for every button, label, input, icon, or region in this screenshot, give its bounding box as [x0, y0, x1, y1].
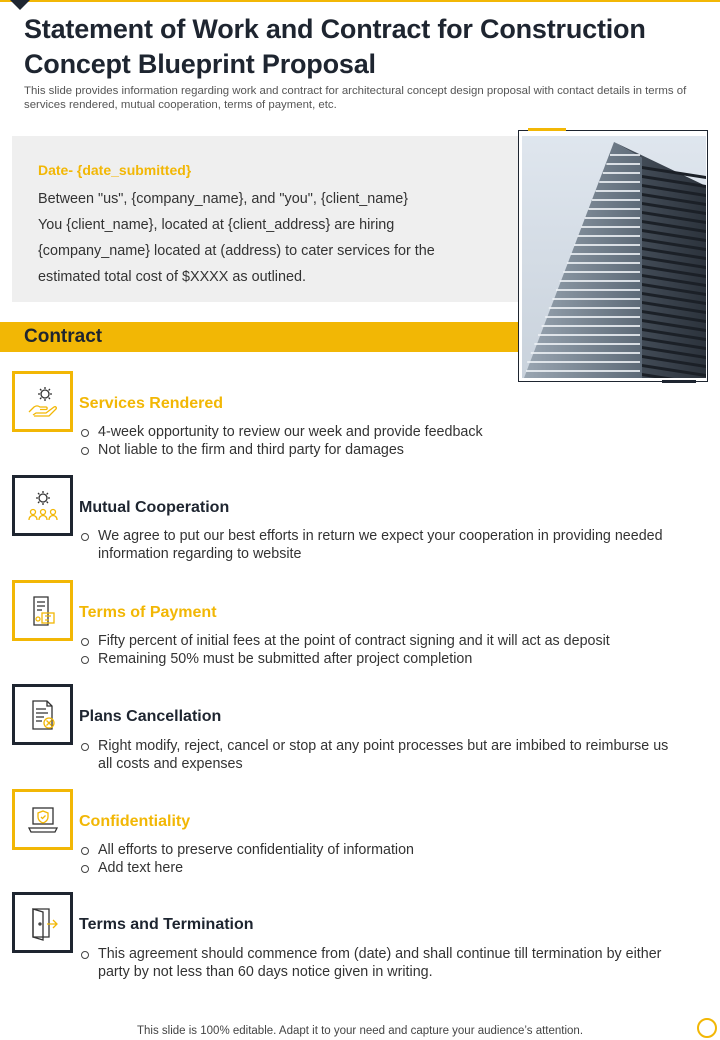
- section-heading: Terms and Termination: [79, 916, 254, 933]
- photo-accent-top: [528, 128, 566, 131]
- list-item: 4-week opportunity to review our week and provide feedback: [80, 423, 680, 441]
- list-item: Fifty percent of initial fees at the point of contract signing and it will act as deposit: [80, 632, 680, 650]
- building-photo: [522, 136, 706, 378]
- section-bullets: [80, 423, 680, 459]
- list-item: All efforts to preserve confidentiality of information: [80, 841, 680, 859]
- footer-circle-decoration: [697, 1018, 717, 1038]
- list-item: We agree to put our best efforts in return we expect your cooperation in providing needed information regarding to website: [80, 527, 680, 563]
- section-bullets: [80, 945, 680, 981]
- page-subtitle: This slide provides information regarding work and contract for architectural concept design proposal with contact details in terms of services rendered, mutual cooperation, terms of payment, etc.: [24, 85, 687, 111]
- section-heading: Mutual Cooperation: [79, 499, 230, 516]
- footer-note: This slide is 100% editable. Adapt it to your need and capture your audience’s attention.: [136, 1025, 584, 1037]
- exit-door-icon: [12, 892, 73, 953]
- section-heading: Services Rendered: [79, 395, 224, 412]
- contract-heading: Contract: [24, 326, 103, 347]
- page-title: Statement of Work and Contract for Construction Concept Blueprint Proposal: [24, 14, 646, 79]
- section-bullets: [80, 632, 680, 668]
- intro-text: [38, 186, 508, 290]
- hand-gear-icon: [12, 371, 73, 432]
- section-heading: Terms of Payment: [79, 604, 217, 621]
- intro-line: estimated total cost of $XXXX as outlined.: [38, 269, 306, 285]
- photo-accent-bottom: [662, 380, 696, 383]
- top-triangle-marker: [10, 0, 30, 10]
- intro-line: Between "us", {company_name}, and "you", {client_name}: [38, 191, 409, 207]
- team-gear-icon: [12, 475, 73, 536]
- section-heading: Plans Cancellation: [79, 708, 222, 725]
- invoice-icon: [12, 580, 73, 641]
- intro-line: {company_name} located at (address) to cater services for the: [38, 243, 435, 259]
- section-bullets: [80, 737, 680, 773]
- list-item: Add text here: [80, 859, 680, 877]
- document-cancel-icon: [12, 684, 73, 745]
- laptop-shield-icon: [12, 789, 73, 850]
- list-item: This agreement should commence from (date) and shall continue till termination by either party by not less than 60 days notice given in writing.: [80, 945, 680, 981]
- list-item: Not liable to the firm and third party for damages: [80, 441, 680, 459]
- list-item: Remaining 50% must be submitted after project completion: [80, 650, 680, 668]
- top-accent-line: [0, 0, 720, 2]
- intro-line: You {client_name}, located at {client_address} are hiring: [38, 217, 395, 233]
- intro-date: Date- {date_submitted}: [38, 162, 192, 178]
- section-bullets: [80, 841, 680, 877]
- list-item: Right modify, reject, cancel or stop at any point processes but are imbibed to reimburse us all costs and expenses: [80, 737, 680, 773]
- section-bullets: [80, 527, 680, 563]
- intro-panel: [12, 136, 518, 302]
- contract-header-bar: [0, 322, 518, 352]
- section-heading: Confidentiality: [79, 813, 191, 830]
